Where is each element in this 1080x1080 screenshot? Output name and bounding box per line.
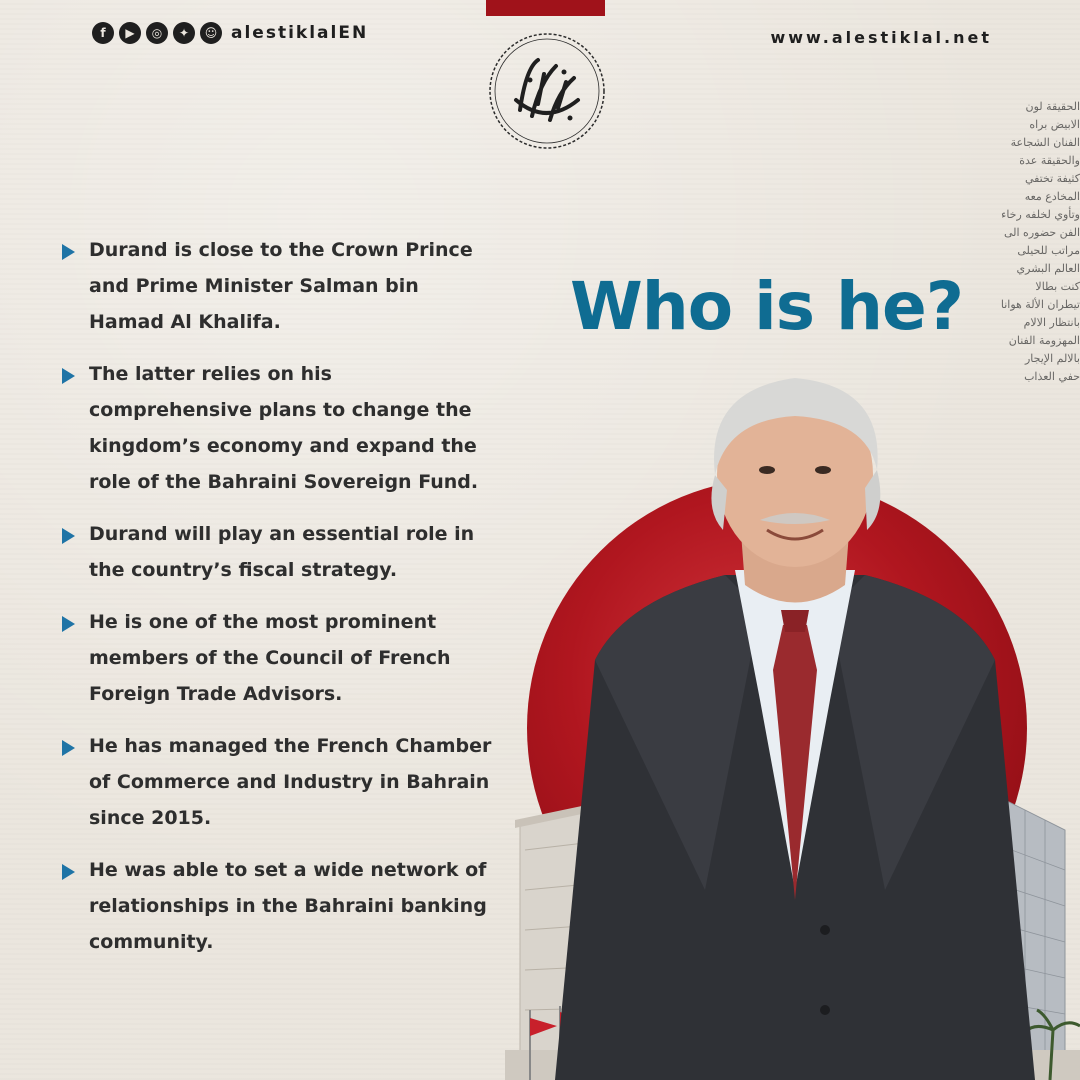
key-points-list	[58, 232, 498, 976]
list-item	[58, 516, 498, 588]
website-url[interactable]: www.alestiklal.net	[770, 28, 992, 47]
snapchat-icon[interactable]: ☺	[200, 22, 222, 44]
point-text: He is one of the most prominent members of the Council of French Foreign Trade Advisors.	[89, 611, 451, 705]
alestiklal-calligraphy-logo	[486, 30, 608, 152]
triangle-bullet-icon	[62, 740, 75, 756]
youtube-icon[interactable]: ▶	[119, 22, 141, 44]
facebook-icon[interactable]: f	[92, 22, 114, 44]
instagram-icon[interactable]: ◎	[146, 22, 168, 44]
triangle-bullet-icon	[62, 864, 75, 880]
arabic-newspaper-text: الحقيقة لون الابيض براه الفنان الشجاعة والحقيقة عدة كثيفة تختفي المخادع معه وتأوي لخلفه رخاء الفن حضوره الى مراتب للحيلى العالم البشري كنت بطالا تيطران الألة هوانا بانتظار الالام المهزومة الفنان بالالم الإيجار حفي العذاب	[1000, 100, 1080, 383]
twitter-icon[interactable]: ✦	[173, 22, 195, 44]
point-text: Durand is close to the Crown Prince and Prime Minister Salman bin Hamad Al Khalifa.	[89, 239, 473, 333]
portrait-photo	[555, 370, 1035, 1080]
point-text: The latter relies on his comprehensive plans to change the kingdom’s economy and expand the role of the Bahraini Sovereign Fund.	[89, 363, 479, 493]
social-handle-bar	[92, 22, 368, 44]
top-accent-bar	[486, 0, 605, 16]
list-item	[58, 728, 498, 836]
point-text: He was able to set a wide network of relationships in the Bahraini banking community.	[89, 859, 487, 953]
page-title: Who is he?	[570, 268, 964, 345]
point-text: He has managed the French Chamber of Commerce and Industry in Bahrain since 2015.	[89, 735, 492, 829]
triangle-bullet-icon	[62, 528, 75, 544]
triangle-bullet-icon	[62, 244, 75, 260]
triangle-bullet-icon	[62, 368, 75, 384]
triangle-bullet-icon	[62, 616, 75, 632]
list-item	[58, 356, 498, 500]
list-item	[58, 852, 498, 960]
social-handle[interactable]: alestiklalEN	[231, 23, 369, 43]
list-item	[58, 604, 498, 712]
point-text: Durand will play an essential role in the country’s fiscal strategy.	[89, 523, 475, 581]
list-item	[58, 232, 498, 340]
